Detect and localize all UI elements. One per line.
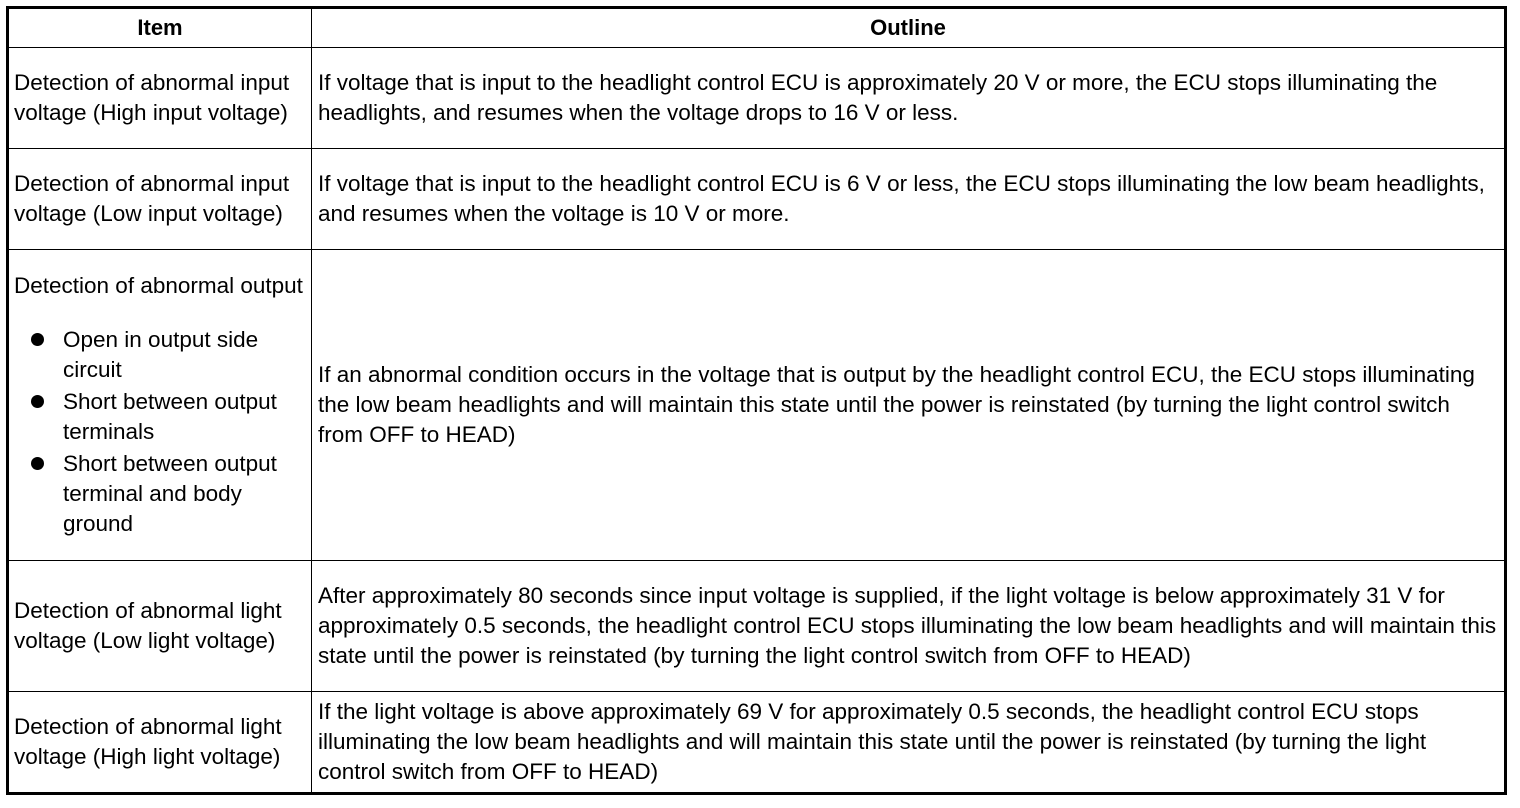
- detection-table: [6, 6, 1507, 795]
- bullet-icon: [31, 457, 44, 470]
- bullet-icon: [31, 395, 44, 408]
- item-cell: Detection of abnormal input voltage (High input voltage): [8, 48, 312, 149]
- outline-cell: If the light voltage is above approximately 69 V for approximately 0.5 seconds, the headlight control ECU stops illuminating the low beam headlights and will maintain this state until the power is reinstated (by turning the light control switch from OFF to HEAD): [312, 692, 1506, 794]
- outline-cell: After approximately 80 seconds since input voltage is supplied, if the light voltage is below approximately 31 V for approximately 0.5 seconds, the headlight control ECU stops illuminating the low beam headlights and will maintain this state until the power is reinstated (by turning the light control switch from OFF to HEAD): [312, 561, 1506, 692]
- item-cell-title: Detection of abnormal output: [14, 273, 303, 298]
- table-row: [8, 149, 1506, 250]
- outline-cell: If an abnormal condition occurs in the voltage that is output by the headlight control ECU, the ECU stops illuminating the low beam headlights and will maintain this state until the power is reinstated (by turning the light control switch from OFF to HEAD): [312, 250, 1506, 561]
- item-cell: [8, 250, 312, 561]
- item-cell: Detection of abnormal light voltage (Low light voltage): [8, 561, 312, 692]
- outline-cell: If voltage that is input to the headlight control ECU is approximately 20 V or more, the ECU stops illuminating the headlights, and resumes when the voltage drops to 16 V or less.: [312, 48, 1506, 149]
- item-cell: Detection of abnormal light voltage (High light voltage): [8, 692, 312, 794]
- list-item: [14, 387, 307, 447]
- column-header-item: Item: [8, 8, 312, 48]
- table-row: [8, 250, 1506, 561]
- outline-cell: If voltage that is input to the headlight control ECU is 6 V or less, the ECU stops illuminating the low beam headlights, and resumes when the voltage is 10 V or more.: [312, 149, 1506, 250]
- column-header-outline: Outline: [312, 8, 1506, 48]
- item-cell: Detection of abnormal input voltage (Low input voltage): [8, 149, 312, 250]
- bullet-icon: [31, 333, 44, 346]
- condition-list: [14, 325, 307, 539]
- list-item-label: Open in output side circuit: [63, 327, 259, 382]
- list-item-label: Short between output terminals: [63, 389, 277, 444]
- list-item: [14, 449, 307, 539]
- list-item-label: Short between output terminal and body ground: [63, 451, 277, 536]
- list-item: [14, 325, 307, 385]
- table-row: [8, 692, 1506, 794]
- table-row: [8, 48, 1506, 149]
- table-header-row: [8, 8, 1506, 48]
- table-row: [8, 561, 1506, 692]
